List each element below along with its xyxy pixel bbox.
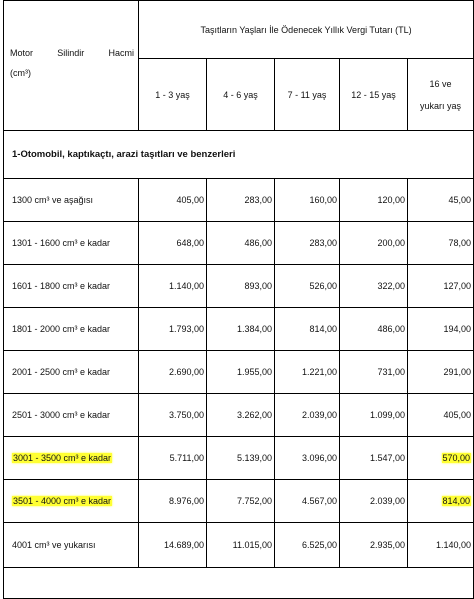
- tax-value-cell: [340, 394, 408, 437]
- tax-value: 1.793,00: [168, 324, 204, 334]
- tax-value-cell: [340, 308, 408, 351]
- tax-value: 1.221,00: [301, 367, 337, 377]
- tax-value: 570,00: [442, 453, 471, 463]
- tax-value: 11.015,00: [232, 540, 272, 550]
- category-row: [4, 131, 474, 179]
- tax-value: 200,00: [377, 238, 405, 248]
- tax-value-cell: [139, 265, 207, 308]
- engine-volume-text: 1301 - 1600 cm³ e kadar: [12, 238, 111, 248]
- category-label: 1-Otomobil, kaptıkaçtı, arazi taşıtları ve benzerleri: [4, 131, 474, 179]
- age-col-5-line2: yukarı yaş: [420, 100, 462, 111]
- engine-volume-cell: [4, 394, 139, 437]
- table-row: [4, 222, 474, 265]
- tax-value-cell: [139, 351, 207, 394]
- engine-volume-text: 3001 - 3500 cm³ e kadar: [13, 453, 112, 463]
- tax-value: 45,00: [448, 195, 472, 205]
- tax-value-cell: [275, 480, 340, 523]
- engine-volume-cell: [4, 222, 139, 265]
- age-col-3: 7 - 11 yaş: [275, 59, 340, 131]
- engine-volume-text: 1801 - 2000 cm³ e kadar: [12, 324, 111, 334]
- tax-value: 194,00: [443, 324, 472, 334]
- tax-value: 814,00: [309, 324, 337, 334]
- engine-volume-cell: [4, 308, 139, 351]
- tax-amount-title: Taşıtların Yaşları İle Ödenecek Yıllık Vergi Tutarı (TL): [139, 1, 474, 59]
- tax-value-cell: [408, 523, 474, 568]
- tax-value-cell: [207, 394, 275, 437]
- tax-value: 405,00: [176, 195, 204, 205]
- tax-value: 648,00: [176, 238, 204, 248]
- tax-value: 814,00: [442, 496, 471, 506]
- tax-table: [3, 0, 474, 599]
- tax-value-cell: [207, 222, 275, 265]
- unit-label: (cm³): [10, 68, 31, 78]
- tax-value-cell: [340, 179, 408, 222]
- tax-value: 2.690,00: [168, 367, 204, 377]
- tax-value: 2.935,00: [369, 540, 405, 550]
- tax-value: 283,00: [309, 238, 337, 248]
- tax-value: 8.976,00: [168, 496, 204, 506]
- tax-value-cell: [139, 480, 207, 523]
- tax-value-cell: [139, 222, 207, 265]
- tax-value-cell: [408, 179, 474, 222]
- tax-value-cell: [207, 523, 275, 568]
- tax-value-cell: [207, 437, 275, 480]
- tax-value-cell: [408, 480, 474, 523]
- tax-value: 2.039,00: [369, 496, 405, 506]
- tax-value: 893,00: [244, 281, 272, 291]
- tax-value-cell: [340, 437, 408, 480]
- table-row: [4, 265, 474, 308]
- tax-value-cell: [340, 480, 408, 523]
- tax-value: 120,00: [377, 195, 405, 205]
- tax-value: 283,00: [244, 195, 272, 205]
- tax-value-cell: [340, 523, 408, 568]
- tax-value: 1.140,00: [168, 281, 204, 291]
- engine-volume-text: 4001 cm³ ve yukarısı: [12, 540, 96, 550]
- table-row: [4, 351, 474, 394]
- tax-value: 486,00: [244, 238, 272, 248]
- tax-value-cell: [275, 308, 340, 351]
- age-col-1: 1 - 3 yaş: [139, 59, 207, 131]
- tax-value-cell: [275, 179, 340, 222]
- age-col-2: 4 - 6 yaş: [207, 59, 275, 131]
- tax-value-cell: [408, 265, 474, 308]
- tax-value-cell: [275, 523, 340, 568]
- tax-value: 1.955,00: [236, 367, 272, 377]
- tax-value: 14.689,00: [163, 540, 204, 550]
- tax-value-cell: [340, 222, 408, 265]
- table-row: [4, 437, 474, 480]
- table-row: [4, 308, 474, 351]
- tax-value-cell: [340, 265, 408, 308]
- tax-value-cell: [275, 437, 340, 480]
- tax-value: 1.384,00: [236, 324, 272, 334]
- tax-value: 322,00: [377, 281, 405, 291]
- hacmi-word: Hacmi: [108, 48, 134, 58]
- engine-volume-text: 2001 - 2500 cm³ e kadar: [12, 367, 111, 377]
- tax-value-cell: [408, 351, 474, 394]
- tax-value-cell: [207, 179, 275, 222]
- tax-value: 1.099,00: [369, 410, 405, 420]
- tax-value-cell: [275, 351, 340, 394]
- tax-value-cell: [408, 437, 474, 480]
- tax-value-cell: [275, 265, 340, 308]
- tax-value: 6.525,00: [301, 540, 337, 550]
- tax-value: 5.711,00: [169, 453, 204, 463]
- engine-volume-text: 2501 - 3000 cm³ e kadar: [12, 410, 111, 420]
- engine-volume-cell: [4, 351, 139, 394]
- tax-value: 405,00: [443, 410, 472, 420]
- engine-volume-cell: [4, 179, 139, 222]
- tax-value-cell: [408, 308, 474, 351]
- tax-value: 3.096,00: [301, 453, 337, 463]
- tax-value: 160,00: [309, 195, 337, 205]
- tax-value-cell: [275, 394, 340, 437]
- silindir-word: Silindir: [57, 48, 85, 58]
- tax-value-cell: [408, 222, 474, 265]
- tax-value-cell: [139, 394, 207, 437]
- tax-value: 5.139,00: [236, 453, 272, 463]
- table-row: [4, 179, 474, 222]
- tax-value: 78,00: [448, 238, 472, 248]
- engine-volume-cell: [4, 265, 139, 308]
- tax-value-cell: [139, 437, 207, 480]
- tax-value: 526,00: [309, 281, 337, 291]
- tax-value: 731,00: [377, 367, 405, 377]
- table-row: [4, 523, 474, 568]
- age-col-5-line1: 16 ve: [429, 78, 452, 89]
- tax-value-cell: [275, 222, 340, 265]
- tax-value: 4.567,00: [301, 496, 337, 506]
- age-col-5: [408, 59, 474, 131]
- tax-value: 486,00: [377, 324, 405, 334]
- tax-value-cell: [207, 480, 275, 523]
- tax-value: 3.750,00: [168, 410, 204, 420]
- tax-value-cell: [207, 308, 275, 351]
- engine-volume-cell: [4, 480, 139, 523]
- tax-value: 127,00: [443, 281, 472, 291]
- tax-value-cell: [207, 265, 275, 308]
- tax-value: 7.752,00: [236, 496, 272, 506]
- table-row: [4, 394, 474, 437]
- engine-volume-header: [4, 1, 139, 131]
- tax-value-cell: [207, 351, 275, 394]
- tax-value: 291,00: [443, 367, 472, 377]
- engine-volume-cell: [4, 437, 139, 480]
- tax-value: 1.140,00: [436, 540, 472, 550]
- tax-value-cell: [139, 523, 207, 568]
- tax-value: 3.262,00: [236, 410, 272, 420]
- tax-value-cell: [139, 179, 207, 222]
- table-tail-row: [4, 568, 474, 599]
- tax-value: 2.039,00: [301, 410, 337, 420]
- tax-value-cell: [139, 308, 207, 351]
- engine-volume-text: 1601 - 1800 cm³ e kadar: [12, 281, 111, 291]
- tax-value: 1.547,00: [369, 453, 405, 463]
- table-row: [4, 480, 474, 523]
- tax-value-cell: [340, 351, 408, 394]
- empty-cell: [4, 568, 474, 599]
- age-col-4: 12 - 15 yaş: [340, 59, 408, 131]
- engine-volume-text: 3501 - 4000 cm³ e kadar: [13, 496, 112, 506]
- tax-value-cell: [408, 394, 474, 437]
- motor-word: Motor: [10, 48, 34, 58]
- engine-volume-cell: [4, 523, 139, 568]
- engine-volume-text: 1300 cm³ ve aşağısı: [12, 195, 94, 205]
